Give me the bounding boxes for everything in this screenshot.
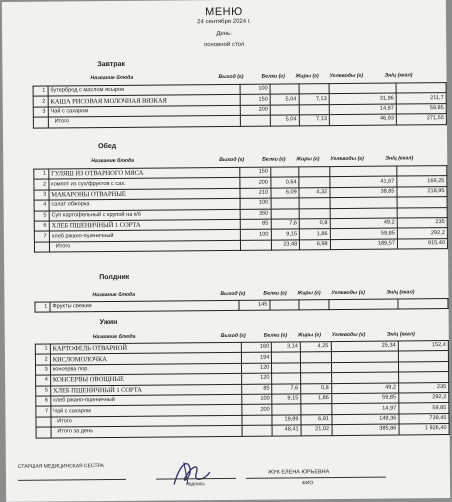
dish-fat [301,404,332,415]
total-portion [242,415,272,426]
dish-energy [398,351,448,362]
dish-portion: 350 [240,209,270,220]
col-carbs: Углеводы (г) [329,72,364,80]
dish-carbs: 41,67 [330,176,397,187]
row-number [33,117,48,128]
section-snack-title: Полдник [99,273,130,282]
row-number: 3 [33,107,48,118]
signatory-name: ЖУК ЕЛЕНА ЮРЬЕВНА [267,469,330,476]
col-fat: Жиры (г) [297,290,321,297]
dish-carbs: 14,97 [329,104,396,115]
dish-energy [397,197,447,208]
dish-fat [299,177,330,188]
col-name: Название блюда [92,333,136,341]
day-total-row [36,424,449,438]
row-number: 2 [34,179,49,190]
dish-energy: 235 [397,218,447,229]
col-protein: Белки (г) [263,290,287,297]
dish-portion: 160 [241,342,271,353]
total-fat: 7,13 [299,115,329,126]
col-out: Выход (г) [218,73,244,81]
dish-fat: 7,13 [299,94,329,105]
row-number: 6 [36,396,51,407]
row-number: 5 [34,211,49,222]
section-breakfast-title: Завтрак [97,60,126,69]
dish-carbs [329,299,397,310]
row-number: 6 [34,221,49,232]
total-row [33,114,446,128]
dish-name: хлеб ржано-пшеничный [49,230,241,242]
col-carbs: Углеводы (г) [331,331,366,339]
total-protein: 5,04 [270,115,299,126]
dish-fat: 4,25 [300,342,331,353]
dish-energy: 59,85 [399,403,449,414]
total-protein: 19,89 [272,415,301,426]
row-number: 7 [36,406,51,417]
breakfast-table [33,82,447,128]
col-fat: Жиры (г) [297,332,322,339]
dish-protein [272,404,301,415]
dish-name: Чай с сахаром [48,105,240,117]
name-line [246,477,386,479]
dish-name: МАКАРОНЫ ОТВАРНЫЕ [49,188,241,200]
dish-protein [271,198,300,209]
total-energy: 1 926,40 [399,424,449,435]
dish-portion: 100 [240,84,270,95]
dish-energy [397,166,447,177]
dish-fat [299,167,330,178]
dish-carbs [330,208,397,219]
total-energy: 915,40 [397,238,447,249]
dish-protein: 7,6 [272,383,301,394]
dish-name: КОНСЕРВЫ ОВОЩНЫЕ [50,374,241,386]
row-number: 4 [34,200,49,211]
col-energy: Эн/ц (ккал) [386,331,415,338]
dish-carbs [329,83,396,94]
signatory-position: СТАРШАЯ МЕДИЦИНСКАЯ СЕСТРА [17,463,104,470]
dish-carbs: 14,97 [331,403,398,414]
dish-carbs: 59,85 [330,228,397,239]
dish-energy: 218,95 [397,186,447,197]
total-fat: 6,98 [300,239,331,250]
dish-carbs: 25,34 [331,341,398,352]
dish-fat: 1,86 [300,229,331,240]
dish-energy: 169,25 [397,176,447,187]
total-energy: 271,55 [396,114,446,125]
dish-fat [301,362,332,373]
dish-portion: 150 [240,167,270,178]
row-number: 5 [36,386,51,397]
col-protein: Белки (г) [263,332,288,339]
day-label: День: [216,30,232,38]
dish-name: КАША РИСОВАЯ МОЛОЧНАЯ ВЯЗКАЯ [48,95,240,107]
dish-name: салат обжорка [49,199,241,211]
total-label: Итого [48,116,240,128]
dish-name: компот из сух/фруктов с сах. [49,178,241,190]
col-protein: Белки (г) [261,73,285,80]
dish-carbs [331,362,398,373]
col-out: Выход (г) [220,290,246,298]
total-label: Итого за день [51,425,242,437]
dish-name: Суп картофельный с крупой на к/б [49,209,241,221]
snack-table [34,298,448,313]
row-number: 7 [34,231,49,242]
total-protein: 48,41 [272,425,301,436]
dish-energy: 292,2 [399,393,449,404]
menu-date: 24 сентября 2024 г. [197,18,251,26]
table-type: основной стол [204,41,245,49]
col-out: Выход (г) [220,332,246,340]
dish-fat [299,198,330,209]
dish-fat: 0,8 [301,383,332,394]
lunch-table [33,165,448,253]
dish-protein: 0,64 [270,177,299,188]
dish-fat [301,373,332,384]
dish-energy: 235 [398,382,448,393]
row-number [34,242,49,253]
row-number: 4 [36,375,51,386]
row-number: 2 [33,96,48,107]
dish-protein [270,167,299,178]
dish-carbs [331,351,398,362]
dish-energy [397,299,448,310]
dish-fat [300,352,331,363]
dish-fat: 4,32 [299,187,330,198]
dish-carbs [330,197,397,208]
dish-protein [272,373,301,384]
total-energy: 739,45 [399,413,449,424]
col-fat: Жиры (г) [296,156,320,163]
dish-protein: 3,14 [272,342,301,353]
col-out: Выход (г) [219,156,245,164]
dish-carbs [329,166,396,177]
dish-energy: 211,7 [396,93,446,104]
dish-name: консерва пор. [50,363,241,375]
col-fat: Жиры (г) [295,73,319,80]
dish-protein: 5,04 [270,94,299,105]
total-fat: 6,91 [301,414,332,425]
signature-caption: подпись [186,481,205,488]
dish-carbs [331,372,398,383]
dish-name: ХЛЕБ ПШЕНИЧНЫЙ 1 СОРТА [50,384,241,396]
dish-portion: 100 [240,198,270,209]
menu-title: МЕНЮ [205,5,243,19]
dish-portion: 100 [242,394,272,405]
dish-portion: 150 [240,94,270,105]
dish-name: хлеб ржано-пшеничный [51,394,242,406]
dish-protein [270,105,299,116]
dish-protein [271,208,300,219]
total-carbs: 46,93 [329,114,396,125]
dish-portion: 194 [241,352,271,363]
total-carbs: 385,86 [332,424,399,435]
dish-fat: 1,86 [301,394,332,405]
dish-protein [272,363,301,374]
row-number: 3 [35,365,50,376]
col-name: Название блюда [90,74,134,82]
dish-carbs: 49,2 [331,383,398,394]
dish-energy: 292,2 [397,228,447,239]
total-portion [241,240,271,251]
row-number [36,417,51,428]
dish-energy [398,372,448,383]
dish-fat [299,104,329,115]
dish-fat [299,208,330,219]
row-number: 1 [35,302,50,313]
dish-portion: 120 [242,363,272,374]
dish-portion: 200 [240,105,270,116]
dish-portion: 210 [240,188,270,199]
row-number: 1 [34,169,49,180]
row-number: 1 [33,86,48,97]
dish-protein [272,352,301,363]
dish-name: Фрукты свежие [50,300,239,312]
dish-energy: 152,4 [398,341,448,352]
col-carbs: Углеводы (г) [330,155,364,163]
section-dinner-title: Ужин [99,318,118,327]
dish-protein: 9,15 [272,394,301,405]
dish-energy: 59,85 [396,103,446,114]
total-portion [242,425,272,436]
dish-energy [398,361,448,372]
dish-portion: 120 [242,373,272,384]
total-carbs: 149,36 [332,414,399,425]
row-number: 2 [35,354,50,365]
menu-sheet [2,0,450,502]
dish-name: КИСЛОМОЛОЧКА [50,353,241,365]
dish-protein: 7,6 [271,219,300,230]
dish-protein [270,84,299,95]
dish-protein [270,300,299,311]
total-fat: 21,02 [301,425,332,436]
total-portion [240,115,270,126]
dish-name: ХЛЕБ ПШЕНИЧНЫЙ 1 СОРТА [49,219,241,231]
total-protein: 23,48 [271,240,300,251]
position-line [18,479,126,481]
dish-protein: 6,09 [271,188,300,199]
dish-fat [299,84,329,95]
dinner-table [35,340,450,438]
dish-portion: 85 [242,384,272,395]
dish-portion: 145 [239,300,270,311]
table-row [35,299,448,313]
col-name: Название блюда [91,157,134,165]
dish-energy [396,83,446,94]
dish-fat [299,300,330,311]
total-label: Итого [51,415,242,427]
total-label: Итого [49,240,241,252]
dish-carbs: 31,96 [329,93,396,104]
dish-portion: 100 [241,229,271,240]
dish-portion: 200 [240,177,270,188]
dish-name: КАРТОФЕЛЬ ОТВАРНОЙ [50,342,241,354]
section-lunch-title: Обед [98,142,117,151]
dish-protein: 9,15 [271,229,300,240]
dish-carbs: 49,2 [330,218,397,229]
col-name: Название блюда [92,291,136,299]
dish-name: ГУЛЯШ ИЗ ОТВАРНОГО МЯСА [49,167,241,179]
dish-fat: 0,8 [299,219,330,230]
dish-energy [397,207,447,218]
dish-name: Чай с сахаром [51,405,242,417]
dish-carbs: 59,85 [331,393,398,404]
row-number: 1 [35,344,50,355]
name-caption: ФИО [302,480,314,487]
dish-portion: 85 [240,219,270,230]
col-energy: Эн/ц (ккал) [384,72,413,79]
col-energy: Эн/ц (ккал) [385,155,414,162]
total-carbs: 189,57 [330,239,397,250]
row-number [36,427,51,438]
dish-name: бутерброд с маслом ясырои [48,84,240,96]
dish-carbs: 38,85 [330,187,397,198]
col-carbs: Углеводы (г) [331,289,366,297]
row-number: 3 [34,190,49,201]
col-protein: Белки (г) [262,156,286,163]
dish-portion: 200 [242,404,272,415]
col-energy: Эн/ц (ккал) [386,289,415,296]
